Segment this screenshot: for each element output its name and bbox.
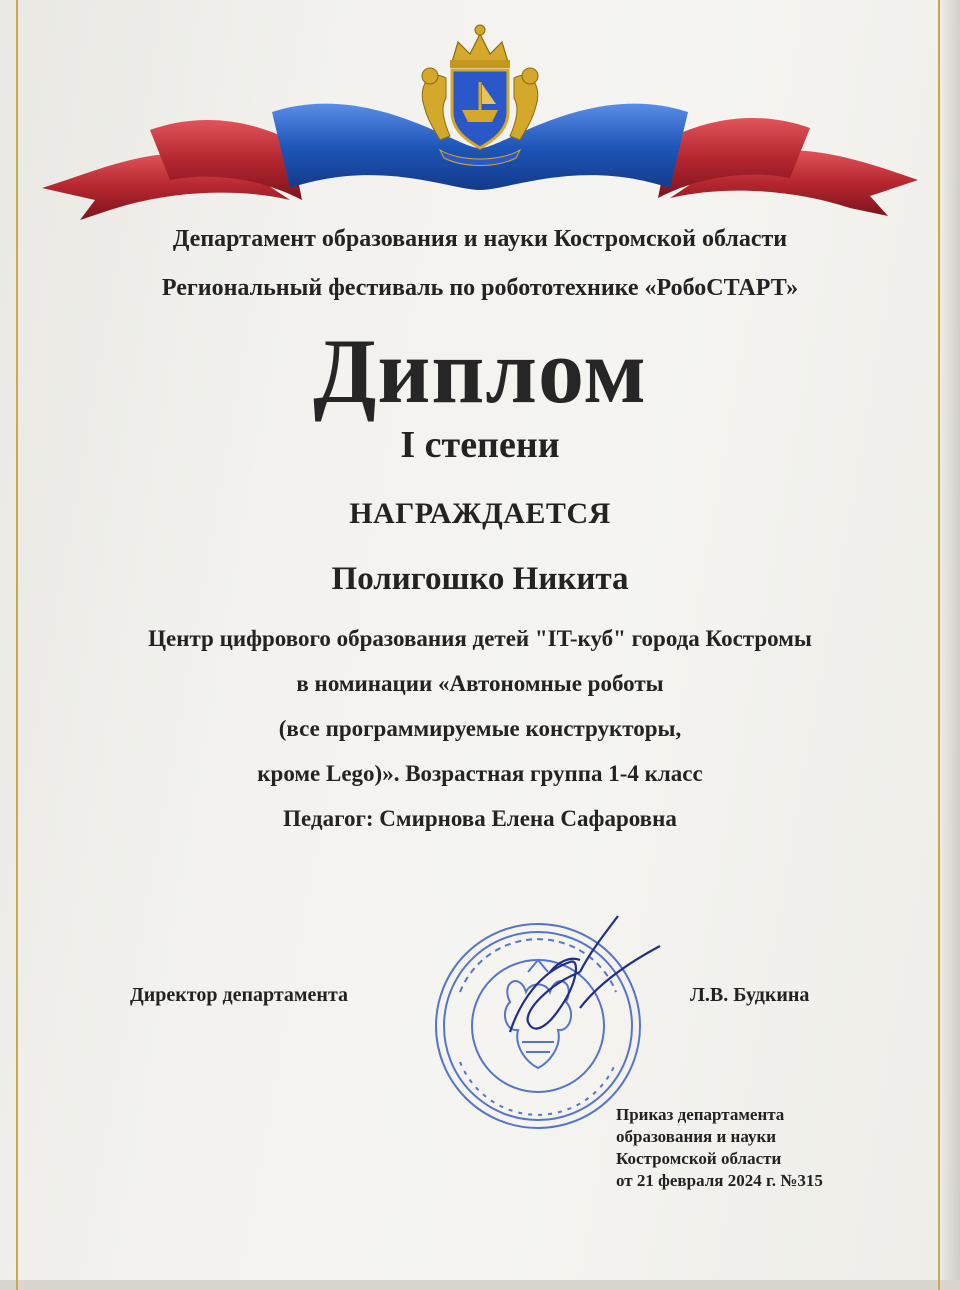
diploma-degree: I степени: [400, 424, 560, 466]
detail-line: в номинации «Автономные роботы: [296, 671, 664, 696]
diploma-title: Диплом: [313, 320, 647, 422]
order-reference: [616, 1104, 823, 1192]
order-line: от 21 февраля 2024 г. №315: [616, 1171, 823, 1190]
detail-line: Центр цифрового образования детей "IT-куб" города Костромы: [148, 626, 812, 651]
signatory-position: Директор департамента: [130, 984, 349, 1006]
order-line: Костромской области: [616, 1149, 782, 1168]
order-line: образования и науки: [616, 1127, 777, 1146]
order-line: Приказ департамента: [616, 1105, 785, 1124]
detail-line: кроме Lego)». Возрастная группа 1-4 класс: [257, 761, 703, 786]
festival-heading: Региональный фестиваль по робототехнике «РобоСТАРТ»: [161, 275, 799, 301]
recipient-name: Полигошко Никита: [331, 561, 629, 597]
official-stamp: [430, 912, 670, 1132]
teacher-line: Педагог: Смирнова Елена Сафаровна: [283, 806, 677, 831]
signature-scribble: [510, 916, 660, 1032]
detail-line: (все программируемые конструкторы,: [278, 716, 682, 741]
ribbon-banner: [40, 20, 920, 240]
signatory-name: Л.В. Будкина: [690, 984, 810, 1006]
department-heading: Департамент образования и науки Костромской области: [172, 226, 788, 252]
awarded-label: НАГРАЖДАЕТСЯ: [349, 497, 611, 530]
